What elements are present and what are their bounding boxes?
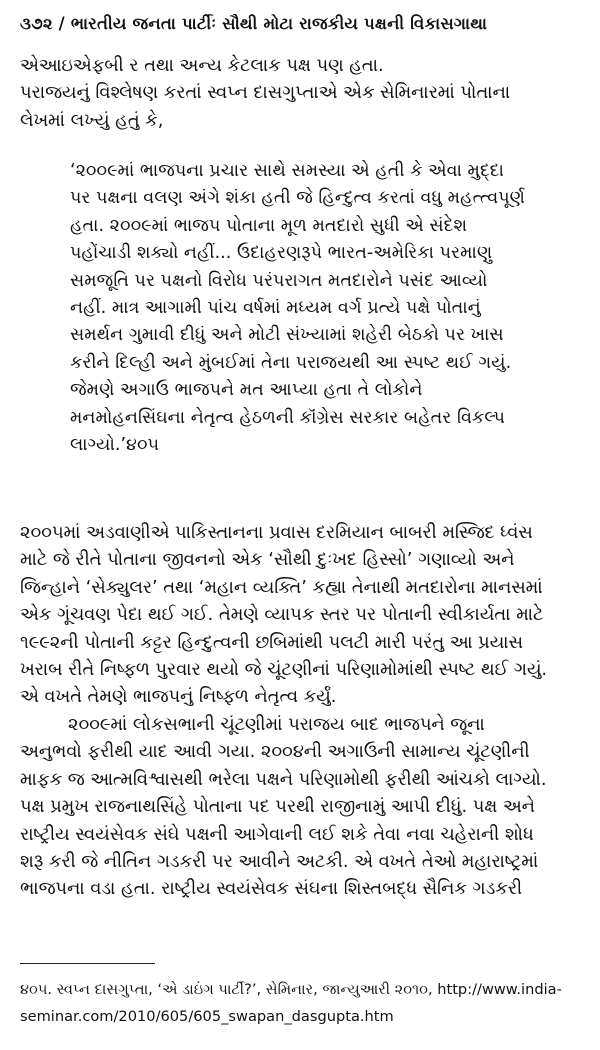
- footnote-divider: [20, 963, 155, 964]
- quote-line: નહીં. માત્ર આગામી પાંચ વર્ષમાં મધ્યમ વર્ગ પ્રત્યે પક્ષે પોતાનું: [70, 298, 481, 319]
- quote-line: જેમણે અગાઉ ભાજપને મત આપ્યા હતા તે લોકોને: [70, 380, 423, 401]
- text-line: એઆઇએફબી ર તથા અન્ય કેટલાક પક્ષ પણ હતા.: [20, 55, 384, 76]
- text-line: જિન્હાને ‘સેક્યુલર’ તથા ‘મહાન વ્યક્તિ’ કહ્યા તેનાથી મતદારોના માનસમાં: [20, 576, 543, 598]
- quote-line: સમર્થન ગુમાવી દીધું અને મોટી સંખ્યામાં શહેરી બેઠકો પર ખાસ: [70, 325, 504, 346]
- paragraph-2: [20, 711, 586, 903]
- text-line: એક ગૂંચવણ પેદા થઈ ગઈ. તેમણે વ્યાપક સ્તર પર પોતાની સ્વીકાર્યતા માટે: [20, 604, 544, 626]
- text-line: લેખમાં લખ્યું હતું કે,: [20, 109, 164, 131]
- quote-line: સમજૂતિ પર પક્ષનો વિરોધ પરંપરાગત મતદારોને પસંદ આવ્યો: [70, 270, 488, 291]
- footnote-line: ૪૦૫. સ્વપ્ન દાસગુપ્તા, ‘એ ડાઇંગ પાર્ટી?’, સેમિનાર, જાન્યુઆરી ૨૦૧૦, http://www.india-: [20, 981, 562, 998]
- intro-paragraph: [20, 52, 586, 134]
- quote-line: હતા. ૨૦૦૯માં ભાજપ પોતાના મૂળ મતદારો સુધી એ સંદેશ: [70, 215, 468, 236]
- text-line: ખરાબ રીતે નિષ્ફળ પુરવાર થયો જે ચૂંટણીનાં પરિણામોમાંથી સ્પષ્ટ થઈ ગયું.: [20, 659, 548, 681]
- text-line: પક્ષ પ્રમુખ રાજનાથસિંહે પોતાના પદ પરથી રાજીનામું આપી દીધું. પક્ષ અને: [20, 796, 535, 818]
- quote-line: ‘૨૦૦૯માં ભાજપના પ્રચાર સાથે સમસ્યા એ હતી કે એવા મુદ્દા: [70, 161, 504, 181]
- footnote: [20, 976, 586, 1030]
- text-line: રાષ્ટ્રીય સ્વયંસેવક સંઘે પક્ષની આગેવાની લઈ શકે તેવા નવા ચહેરાની શોધ: [20, 823, 534, 845]
- quote-line: પર પક્ષના વલણ અંગે શંકા હતી જે હિન્દુત્વ કરતાં વધુ મહત્ત્વપૂર્ણ: [70, 188, 526, 209]
- text-line: ૨૦૦૯માં લોકસભાની ચૂંટણીમાં પરાજય બાદ ભાજપને જૂના: [68, 714, 485, 735]
- text-line: ૨૦૦૫માં અડવાણીએ પાકિસ્તાનના પ્રવાસ દરમિયાન બાબરી મસ્જિદ ધ્વંસ: [20, 522, 533, 543]
- text-line: ભાજપના વડા હતા. રાષ્ટ્રીય સ્વયંસેવક સંઘના શિસ્તબદ્ધ સૈનિક ગડકરી: [20, 878, 523, 900]
- text-line: શરૂ કરી જે નીતિન ગડકરી પર આવીને અટકી. એ વખતે તેઓ મહારાષ્ટ્રમાં: [20, 851, 539, 873]
- running-head: ૩૭૨ / ભારતીય જનતા પાર્ટીઃ સૌથી મોટા રાજકીય પક્ષની વિકાસગાથા: [20, 14, 488, 33]
- text-line: ૧૯૯૨ની પોતાની કટ્ટર હિન્દુત્વની છબિમાંથી પલટી મારી પરંતુ આ પ્રયાસ: [20, 631, 523, 653]
- quote-line: મનમોહનસિંઘના નેતૃત્વ હેઠળની કૉંગ્રેસ સરકાર બહેતર વિકલ્પ: [70, 407, 505, 428]
- text-line: પરાજયનું વિશ્લેષણ કરતાં સ્વપ્ન દાસગુપ્તાએ એક સેમિનારમાં પોતાના: [20, 82, 511, 104]
- quote-line: લાગ્યો.’૪૦૫: [70, 435, 160, 456]
- text-line: માફક જ આત્મવિશ્વાસથી ભરેલા પક્ષને પરિણામોથી ફરીથી આંચકો લાગ્યો.: [20, 768, 547, 790]
- text-line: માટે જે રીતે પોતાના જીવનનો એક ‘સૌથી દુઃખદ હિસ્સો’ ગણાવ્યો અને: [20, 549, 515, 571]
- block-quote: [70, 158, 588, 459]
- text-line: એ વખતે તેમણે ભાજપનું નિષ્ફળ નેતૃત્વ કર્યું.: [20, 686, 337, 708]
- quote-line: પહોંચાડી શક્યો નહીં... ઉદાહરણરૂપે ભારત-અમેરિકા પરમાણુ: [70, 243, 493, 264]
- quote-line: કરીને દિલ્હી અને મુંબઈમાં તેના પરાજયથી આ સ્પષ્ટ થઈ ગયું.: [70, 352, 512, 373]
- paragraph-1: [20, 519, 586, 711]
- footnote-line: seminar.com/2010/605/605_swapan_dasgupta.htm: [20, 1008, 394, 1025]
- text-line: અનુભવો ફરીથી યાદ આવી ગયા. ૨૦૦૪ની અગાઉની સામાન્ય ચૂંટણીની: [20, 741, 530, 763]
